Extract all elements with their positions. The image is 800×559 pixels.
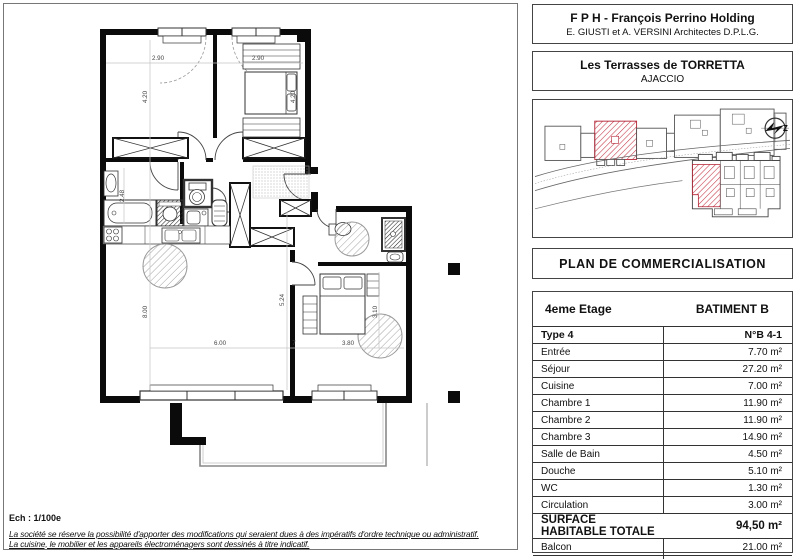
project-city: AJACCIO — [640, 73, 685, 85]
dim-sejour-width: 6.00 — [213, 340, 227, 347]
room-area: 11.90 m² — [663, 412, 793, 428]
room-area: 7.70 m² — [663, 344, 793, 360]
floor-label: 4eme Etage — [545, 302, 612, 316]
room-label: Cuisine — [541, 380, 575, 392]
site-buildings — [545, 109, 786, 165]
dim-wall-tick: 7 — [292, 340, 296, 347]
building-footprint — [692, 152, 780, 216]
dim-bedroom2-depth: 4.20 — [290, 90, 297, 104]
unit-number: N°B 4-1 — [663, 327, 793, 343]
project-box — [532, 51, 793, 91]
table-row — [533, 445, 792, 462]
architects-name: E. GIUSTI et A. VERSINI Architectes D.P.L.G. — [566, 26, 759, 38]
disclaimer-line2: La cuisine, le mobilier et les appareils électroménagers sont dessinés à titre indicatif. — [9, 538, 310, 549]
room-label: Chambre 1 — [541, 397, 591, 409]
balcony-railing — [200, 403, 427, 466]
room-label: Chambre 2 — [541, 414, 591, 426]
entrance-mat — [253, 166, 309, 198]
table-row — [533, 428, 792, 445]
table-row-empty — [533, 555, 792, 559]
room-area: 1.30 m² — [663, 480, 793, 496]
company-box — [532, 4, 793, 44]
room-label: WC — [541, 482, 558, 494]
table-row — [533, 479, 792, 496]
disclaimer-line1: La société se réserve la possibilité d'apporter des modifications qui seraient dues à des impératifs d'ordre technique ou administratif. — [9, 529, 479, 539]
scale-note: Ech : 1/100e — [9, 513, 62, 523]
room-area: 11.90 m² — [663, 395, 793, 411]
table-row-total — [533, 513, 792, 538]
site-plan-box — [532, 99, 793, 238]
table-row — [533, 360, 792, 377]
dim-sejour-depth: 8.00 — [142, 305, 149, 319]
room-area: 27.20 m² — [663, 361, 793, 377]
plan-title: PLAN DE COMMERCIALISATION — [559, 256, 766, 271]
table-row-type — [533, 326, 792, 343]
table-row — [533, 462, 792, 479]
table-row — [533, 377, 792, 394]
dim-bedroom3-depth: 3.10 — [372, 305, 379, 319]
dim-bedroom1-width: 2.90 — [151, 55, 165, 62]
project-name: Les Terrasses de TORRETTA — [580, 57, 745, 72]
room-label: Entrée — [541, 346, 571, 358]
dim-bath-depth: 2.48 — [119, 189, 126, 203]
dim-bedroom3-width: 3.80 — [341, 340, 355, 347]
disclaimer — [9, 530, 514, 549]
table-row-balcony — [533, 538, 792, 555]
room-area: 14.90 m² — [663, 429, 793, 445]
dim-bedroom1-depth: 4.20 — [142, 90, 149, 104]
room-area: 4.50 m² — [663, 446, 793, 462]
balcony-label: Balcon — [541, 541, 572, 553]
room-label: Douche — [541, 465, 576, 477]
room-area: 3.00 m² — [663, 497, 793, 513]
type-label: Type 4 — [541, 329, 574, 341]
compass-letter: Z — [783, 124, 788, 134]
total-area: 94,50 m² — [735, 520, 782, 532]
building-label: BATIMENT B — [695, 302, 769, 316]
table-row — [533, 343, 792, 360]
room-label: Chambre 3 — [541, 431, 591, 443]
room-label: Salle de Bain — [541, 448, 600, 460]
table-row — [533, 411, 792, 428]
plan-title-box — [532, 248, 793, 279]
table-row — [533, 496, 792, 513]
total-label: SURFACE HABITABLE TOTALE — [541, 514, 655, 538]
kitchen-fixtures — [103, 226, 230, 244]
site-plan-drawing — [533, 100, 792, 237]
room-label: Circulation — [541, 499, 589, 511]
room-label: Séjour — [541, 363, 570, 375]
company-name: F P H - François Perrino Holding — [570, 10, 755, 25]
apartment-table-box — [532, 291, 793, 553]
balcony-area: 21.00 m² — [663, 539, 793, 555]
room-area: 7.00 m² — [663, 378, 793, 394]
table-header — [533, 292, 792, 326]
table-row — [533, 394, 792, 411]
room-area: 5.10 m² — [663, 463, 793, 479]
dim-bedroom2-width: 2.90 — [251, 55, 265, 62]
dim-mid-depth: 5.24 — [279, 293, 286, 307]
